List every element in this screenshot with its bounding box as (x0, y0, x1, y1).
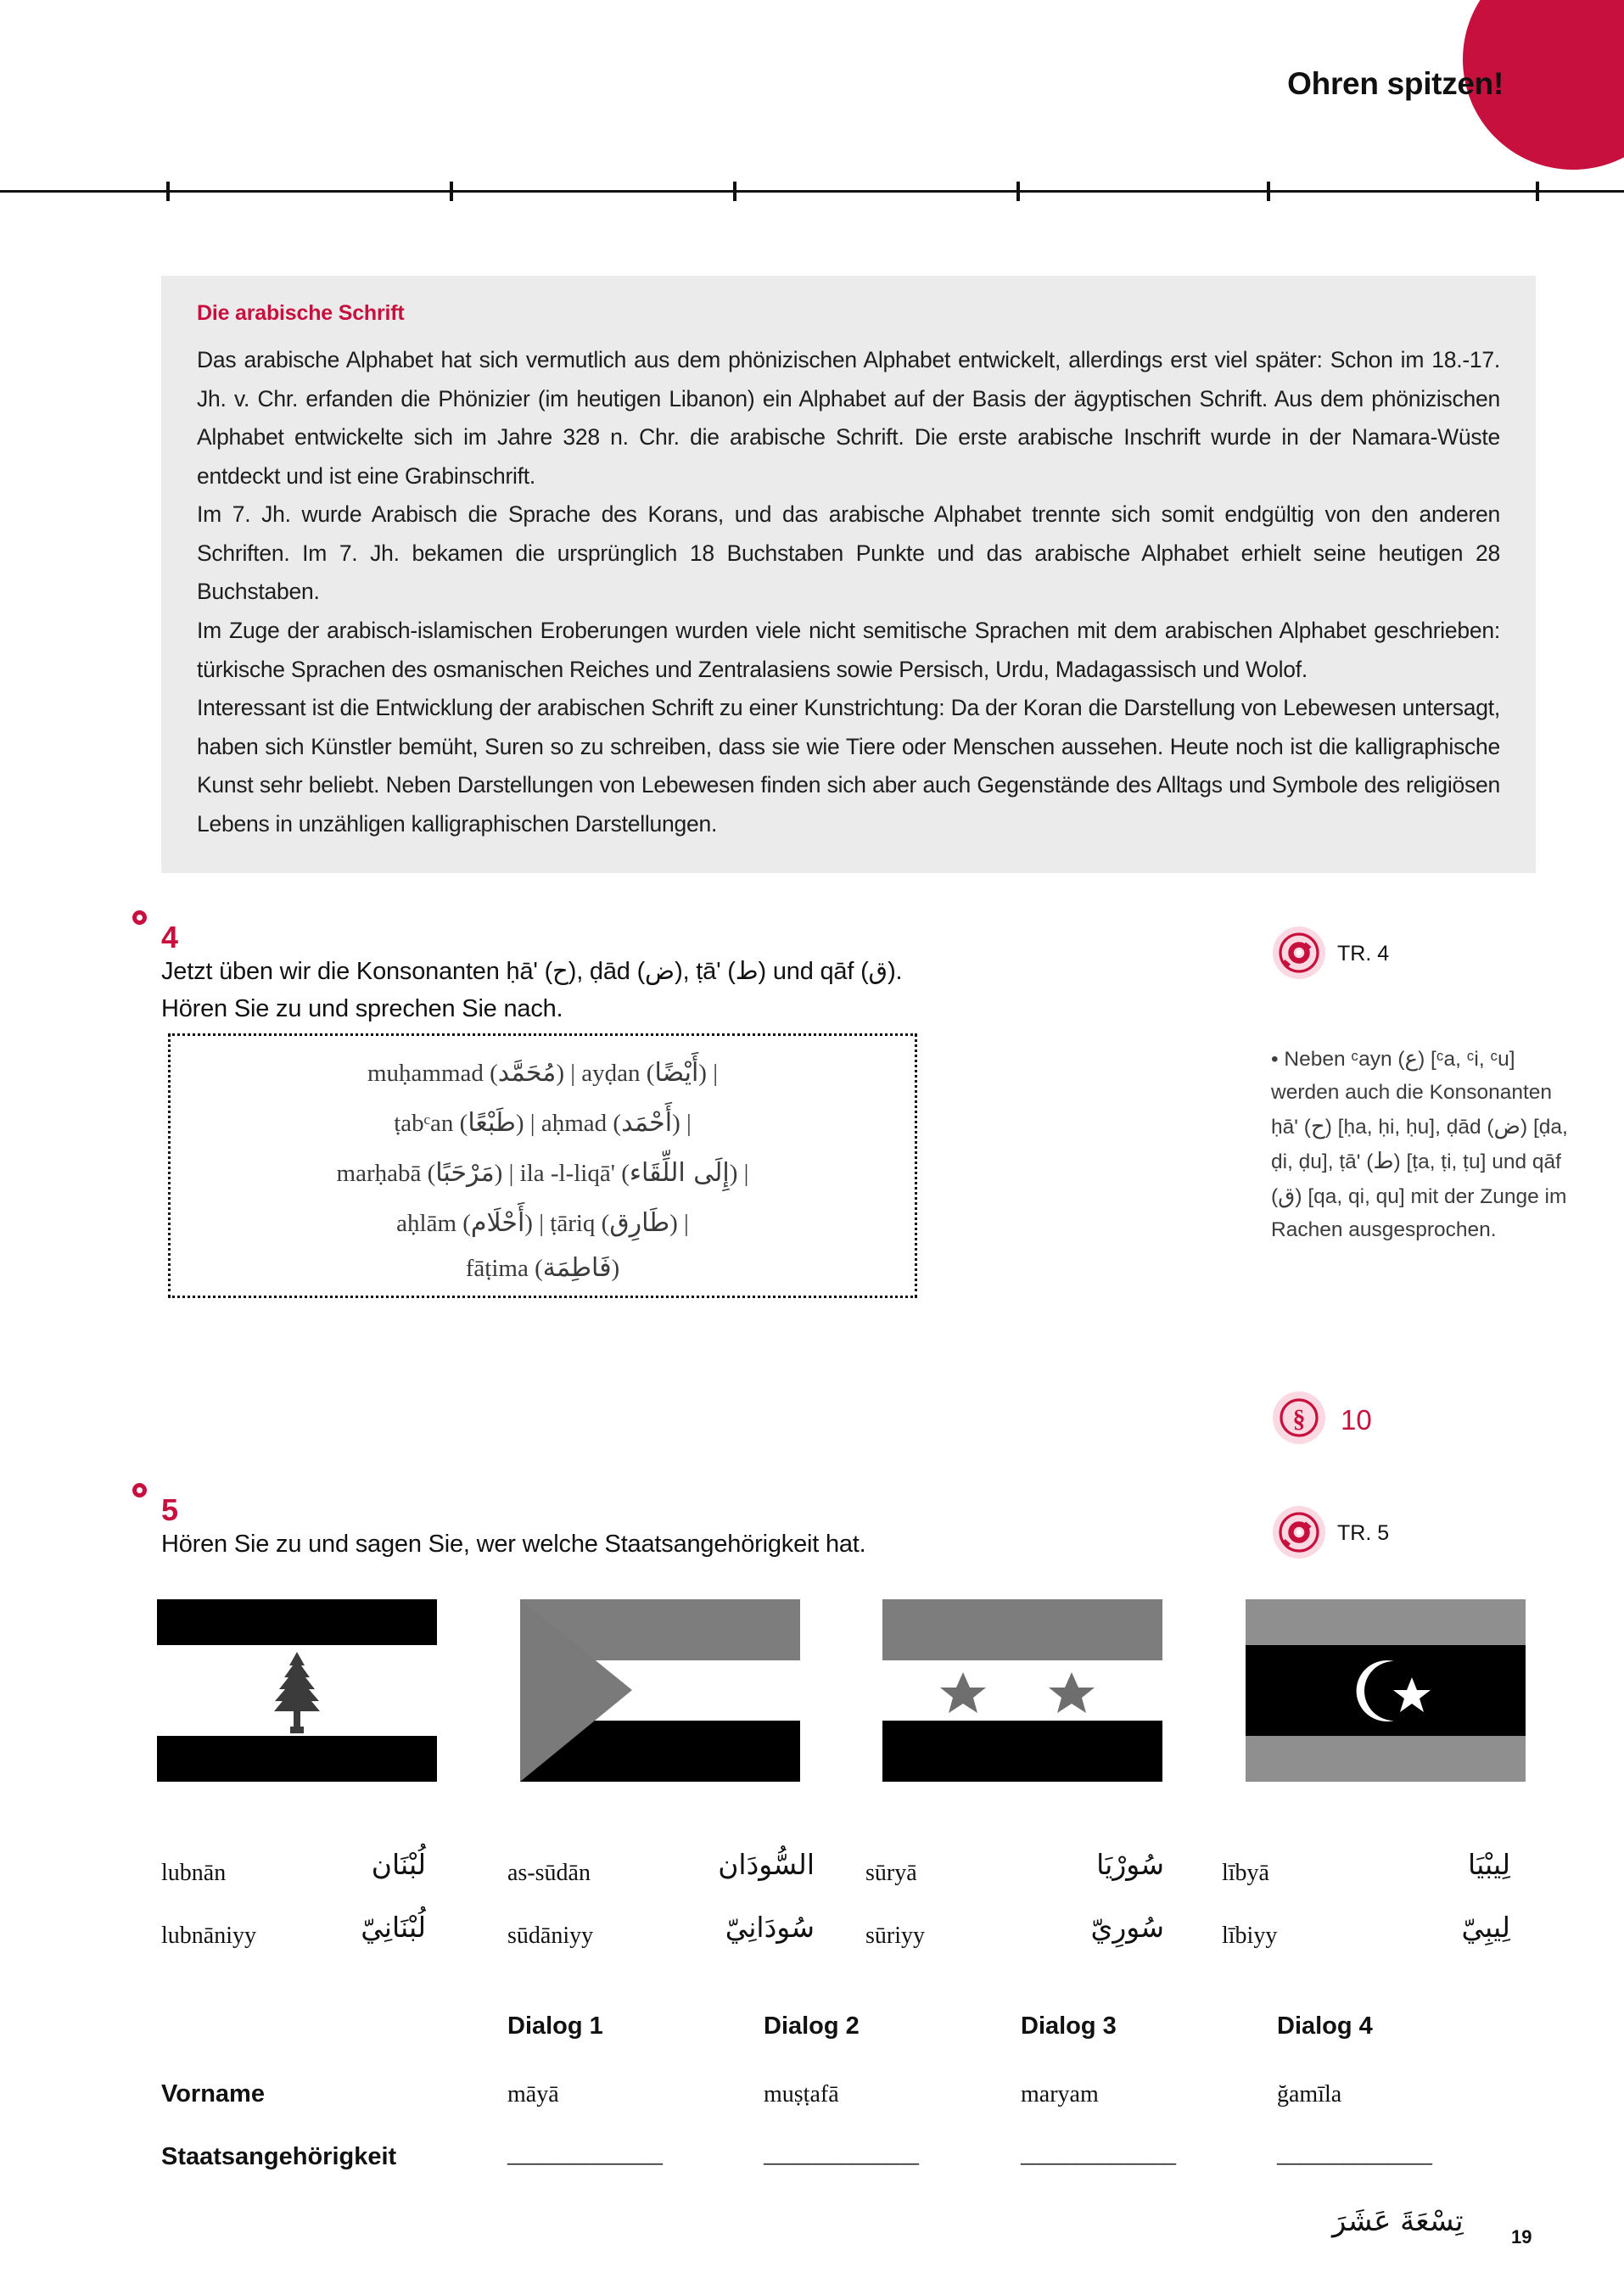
divider-tick (1267, 182, 1270, 201)
dialog-column-header: Dialog 3 (1021, 2012, 1117, 2040)
infobox-title: Die arabische Schrift (197, 301, 405, 325)
divider-line (0, 190, 1624, 193)
practice-separator: | (539, 1210, 545, 1237)
libya-flag (1246, 1599, 1526, 1782)
syria-flag (882, 1599, 1162, 1782)
country-adjective-arabic: سُورِيّ (1090, 1911, 1164, 1944)
practice-separator: | (743, 1160, 749, 1187)
practice-close-paren: ) (515, 1110, 524, 1137)
note-segment: Neben ᶜayn ( (1284, 1048, 1405, 1071)
sudan-flag (520, 1599, 800, 1782)
page-number-arabic: تِسْعَةَ عَشَرَ (1332, 2204, 1464, 2238)
audio-track-icon[interactable] (1273, 1506, 1325, 1559)
country-name-arabic: لُبْنَان (371, 1848, 426, 1881)
practice-word-latin: aḥmad ( (540, 1110, 622, 1137)
country-adjective-latin: sūriyy (865, 1923, 925, 1949)
note-segment: ) [ḥa, ḥi, ḥu], ḍād ( (1324, 1115, 1494, 1139)
country-adjective-latin: sūdāniyy (507, 1923, 594, 1949)
country-name-arabic: لِيبْيَا (1468, 1848, 1510, 1881)
pronunciation-practice-box (168, 1033, 917, 1298)
arabic-letter-qaf: ق (1278, 1183, 1296, 1209)
arabic-script-infobox (161, 276, 1536, 873)
svg-text:§: § (1292, 1405, 1306, 1433)
country-name-latin: as-sūdān (507, 1860, 591, 1886)
pronunciation-side-note (1271, 1042, 1576, 1247)
exercise-4-bullet-icon (132, 910, 147, 925)
exercise-4-number: 4 (161, 920, 179, 954)
practice-row (171, 1253, 915, 1283)
divider-tick (450, 182, 453, 201)
row-label-first-name: Vorname (161, 2080, 265, 2107)
instruction-segment: ), ṭā' ( (675, 958, 736, 985)
infobox-paragraph: Im Zuge der arabisch-islamischen Eroberungen wurden viele nicht semitische Sprachen mit dem arabischen Alphabet geschrieben: türkische Sprachen des osmanischen Reiches und Zentralasiens sowie Persisch, Urdu, Madagassisch und Wolof. (197, 618, 1500, 682)
practice-close-paren: ) (669, 1210, 678, 1237)
practice-word-arabic: طَارِق (609, 1208, 670, 1238)
arabic-letter-qaf: ق (868, 956, 888, 985)
practice-close-paren: ) (729, 1160, 738, 1187)
track-4-label: TR. 4 (1337, 942, 1390, 966)
practice-word-arabic: إِلَى اللِّقَاء (629, 1158, 730, 1188)
grammar-section-icon[interactable] (1273, 1391, 1325, 1444)
arabic-letter-ayn: ع (1404, 1046, 1419, 1072)
practice-word-latin: fāṭima ( (465, 1255, 543, 1282)
practice-word-latin: aḥlām ( (396, 1210, 471, 1237)
first-name-value: muṣṭafā (764, 2081, 839, 2107)
infobox-paragraph: Im 7. Jh. wurde Arabisch die Sprache des Korans, und das arabische Alphabet trennte sich somit endgültig von den anderen Schriften. Im 7. Jh. bekamen die ursprünglich 18 Buchstaben Punkte und das arabische Alphabet erhielt seine heutigen 28 Buchstaben. (197, 501, 1500, 605)
practice-close-paren: ) (672, 1110, 680, 1137)
arabic-letter-ta: ط (1373, 1148, 1394, 1174)
practice-row (171, 1158, 915, 1188)
practice-word-latin: marḥabā ( (336, 1160, 436, 1187)
divider-tick (166, 182, 170, 201)
practice-row (171, 1208, 915, 1238)
nationality-answer-blank[interactable]: ______________ (764, 2141, 918, 2168)
country-name-arabic: السُّودَان (718, 1848, 815, 1881)
country-adjective-arabic: لُبْنَانِيّ (361, 1911, 426, 1944)
row-label-nationality: Staatsangehörigkeit (161, 2143, 397, 2170)
country-adjective-latin: lubnāniyy (161, 1923, 256, 1949)
divider-tick (733, 182, 736, 201)
first-name-value: ğamīla (1277, 2081, 1342, 2107)
practice-word-latin: ila -l-liqā' ( (519, 1160, 630, 1187)
practice-word-latin: ayḍan ( (581, 1060, 655, 1087)
nationality-answer-blank[interactable]: ______________ (1277, 2141, 1431, 2168)
audio-track-icon[interactable] (1273, 926, 1325, 979)
practice-separator: | (508, 1160, 514, 1187)
practice-word-arabic: طَبْعًا (468, 1108, 516, 1138)
first-name-value: maryam (1021, 2081, 1099, 2107)
practice-word-arabic: فَاطِمَة (542, 1253, 612, 1283)
country-adjective-latin: lībiyy (1222, 1923, 1278, 1949)
grammar-section-number: 10 (1341, 1404, 1372, 1436)
note-bullet-icon: • (1271, 1048, 1279, 1071)
nationality-answer-blank[interactable]: ______________ (507, 2141, 662, 2168)
arabic-letter-ha: ح (1310, 1113, 1325, 1139)
country-name-arabic: سُورْيَا (1096, 1848, 1164, 1881)
practice-row (171, 1108, 915, 1138)
dialog-column-header: Dialog 1 (507, 2012, 603, 2040)
country-name-latin: sūryā (865, 1860, 917, 1886)
note-segment: ) [ᶜa, ᶜi, ᶜu] werden auch die Konsonanten ḥā' ( (1271, 1048, 1553, 1139)
practice-word-arabic: مَرْحَبًا (435, 1158, 495, 1188)
practice-word-arabic: أَحْلَام (470, 1208, 525, 1238)
lebanon-flag (157, 1599, 437, 1782)
practice-word-latin: ṭabᶜan ( (394, 1110, 468, 1137)
instruction-segment: ), ḍād ( (568, 958, 646, 985)
practice-word-arabic: أَيْضًا (654, 1058, 699, 1088)
exercise-5-bullet-icon (132, 1483, 147, 1497)
instruction-segment: ) und qāf ( (758, 958, 869, 985)
practice-close-paren: ) (524, 1210, 533, 1237)
page-number: 19 (1511, 2226, 1532, 2247)
arabic-letter-ha: ح (552, 956, 568, 985)
arabic-letter-ta: ط (735, 956, 759, 985)
practice-row (171, 1058, 915, 1088)
dialog-column-header: Dialog 4 (1277, 2012, 1373, 2040)
practice-separator: | (529, 1110, 535, 1137)
country-adjective-arabic: لِيبِيّ (1461, 1911, 1510, 1944)
first-name-value: māyā (507, 2081, 559, 2107)
practice-separator: | (684, 1210, 689, 1237)
practice-word-arabic: مُحَمَّد (497, 1058, 557, 1088)
practice-close-paren: ) (556, 1060, 564, 1087)
country-name-latin: lībyā (1222, 1860, 1269, 1886)
note-segment: ) [ḍa, ḍi, ḍu], ṭā' ( (1271, 1115, 1568, 1173)
dialog-column-header: Dialog 2 (764, 2012, 860, 2040)
divider-tick (1016, 182, 1020, 201)
instruction-segment: ). (888, 958, 903, 985)
note-segment: ) [qa, qi, qu] mit der Zunge im Rachen ausgesprochen. (1271, 1184, 1567, 1242)
instruction-line-2: Hören Sie zu und sprechen Sie nach. (161, 995, 563, 1023)
practice-word-latin: muḥammad ( (367, 1060, 498, 1087)
track-5-label: TR. 5 (1337, 1521, 1390, 1545)
divider-tick (1536, 182, 1539, 201)
infobox-paragraph: Interessant ist die Entwicklung der arabischen Schrift zu einer Kunstrichtung: Da der Koran die Darstellung von Lebewesen untersagt, haben sich Künstler bemüht, Suren so zu schreiben, dass sie wie Tiere oder Menschen aussehen. Heute noch ist die kalligraphische Kunst sehr beliebt. Neben Darstellungen von Lebewesen finden sich aber auch Gegenstände des Alltags und Symbole des religiösen Lebens in unzähligen kalligraphischen Darstellungen. (197, 695, 1500, 837)
practice-separator: | (713, 1060, 719, 1087)
practice-separator: | (570, 1060, 576, 1087)
practice-close-paren: ) (494, 1160, 503, 1187)
note-segment: ) [ṭa, ṭi, ṭu] und qāf ( (1271, 1150, 1561, 1208)
arabic-letter-dad: ض (645, 956, 675, 985)
exercise-5-instruction: Hören Sie zu und sagen Sie, wer welche Staatsangehörigkeit hat. (161, 1531, 866, 1558)
practice-close-paren: ) (698, 1060, 707, 1087)
arabic-letter-dad: ض (1493, 1113, 1520, 1139)
infobox-paragraph: Das arabische Alphabet hat sich vermutlich aus dem phönizischen Alphabet entwickelt, allerdings erst viel später: Schon im 18.-17. Jh. v. Chr. erfanden die Phönizier (im heutigen Libanon) ein Alphabet auf der Basis der ägyptischen Schrift. Aus dem phönizischen Alphabet entwickelte sich im Jahre 328 n. Chr. die arabische Schrift. Die erste arabische Inschrift wurde in der Namara-Wüste entdeckt und ist eine Grabinschrift. (197, 347, 1500, 489)
practice-close-paren: ) (611, 1255, 620, 1282)
practice-word-arabic: أَحْمَد (621, 1108, 673, 1138)
header-divider (0, 182, 1624, 202)
country-name-latin: lubnān (161, 1860, 227, 1886)
instruction-segment: Jetzt üben wir die Konsonanten ḥā' ( (161, 958, 553, 985)
practice-word-latin: ṭāriq ( (550, 1210, 610, 1237)
nationality-answer-blank[interactable]: ______________ (1021, 2141, 1175, 2168)
practice-separator: | (686, 1110, 692, 1137)
page-title: Ohren spitzen! (1287, 66, 1504, 101)
country-adjective-arabic: سُودَانِيّ (725, 1911, 815, 1944)
exercise-5-number: 5 (161, 1492, 179, 1527)
exercise-4-instruction (161, 952, 1222, 1027)
